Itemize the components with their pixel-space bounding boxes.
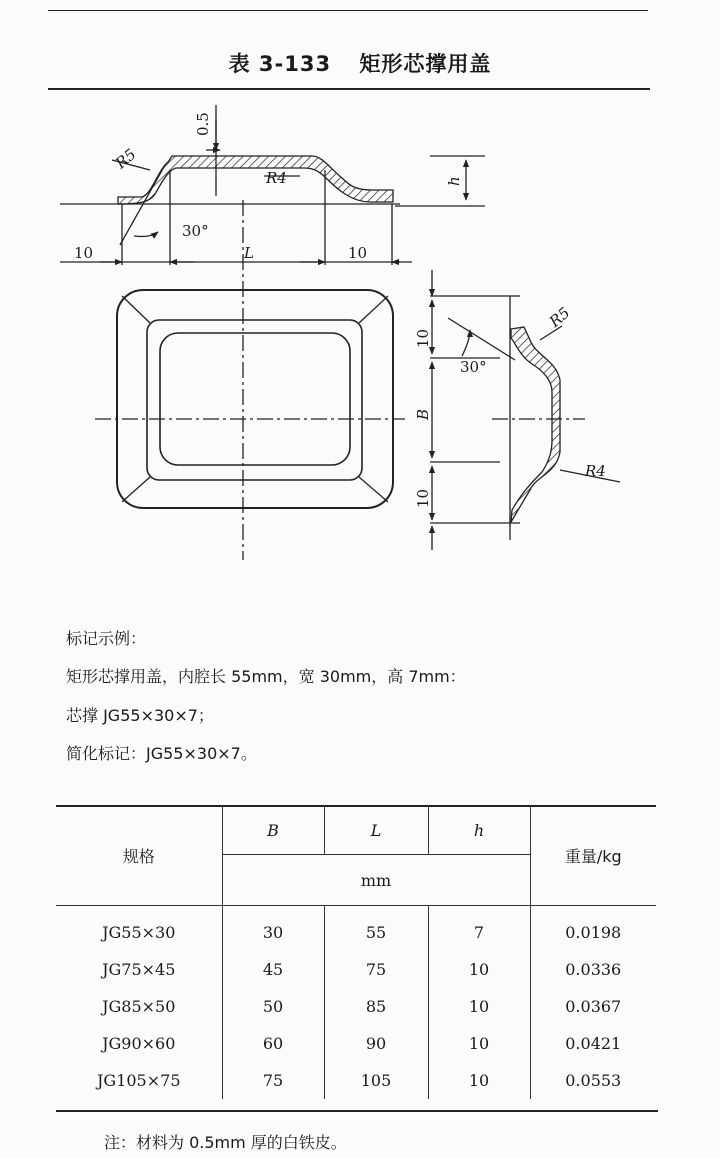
cell-l: 75 (324, 951, 428, 988)
col-h: h (428, 806, 530, 855)
label-length: L (244, 244, 254, 262)
col-l: L (324, 806, 428, 855)
unit-row: mm (222, 855, 530, 906)
label-margin-right: 10 (348, 244, 368, 262)
cell-spec: JG90×60 (102, 1034, 176, 1053)
col-weight: 重量/kg (530, 806, 656, 906)
table-row (56, 1062, 656, 1099)
table-row (56, 1025, 656, 1062)
cell-b: 60 (222, 1025, 324, 1062)
cell-l: 105 (324, 1062, 428, 1099)
cell-h: 10 (428, 1062, 530, 1099)
example-heading: 标记示例： (66, 629, 147, 648)
table-row (56, 906, 656, 952)
cell-weight: 0.0336 (530, 951, 656, 988)
example-line-3: 简化标记：JG55×30×7。 (66, 744, 257, 763)
cell-l: 85 (324, 988, 428, 1025)
table-row (56, 951, 656, 988)
cover-plan-outer (117, 290, 393, 508)
cell-spec: JG85×50 (102, 997, 176, 1016)
table-name: 矩形芯撑用盖 (359, 52, 492, 76)
label-side-radius-r5: R5 (545, 303, 574, 331)
label-height: h (445, 176, 463, 186)
cell-b: 30 (222, 906, 324, 952)
table-bottom-rule (56, 1110, 658, 1112)
cell-b: 45 (222, 951, 324, 988)
cell-b: 50 (222, 988, 324, 1025)
cell-weight: 0.0553 (530, 1062, 656, 1099)
table-row (56, 988, 656, 1025)
cover-section-front (118, 156, 393, 204)
example-line-2: 芯撑 JG55×30×7； (66, 706, 214, 725)
cell-weight: 0.0198 (530, 906, 656, 952)
footnote: 注：材料为 0.5mm 厚的白铁皮。 (104, 1133, 347, 1152)
cell-b: 75 (222, 1062, 324, 1099)
cell-h: 7 (428, 906, 530, 952)
label-angle: 30° (182, 222, 209, 240)
cell-l: 55 (324, 906, 428, 952)
cell-spec: JG75×45 (102, 960, 176, 979)
label-side-radius-r4: R4 (585, 462, 606, 480)
table-number: 表 3-133 (228, 52, 332, 76)
col-b: B (222, 806, 324, 855)
cell-weight: 0.0421 (530, 1025, 656, 1062)
cell-spec: JG105×75 (97, 1071, 181, 1090)
label-margin-left: 10 (74, 244, 94, 262)
cover-section-side (511, 327, 560, 522)
col-spec: 规格 (56, 806, 222, 906)
cover-plan-mid (147, 320, 362, 480)
label-side-margin-top: 10 (414, 328, 432, 348)
label-thickness: 0.5 (194, 112, 212, 136)
cell-h: 10 (428, 1025, 530, 1062)
label-side-angle: 30° (460, 358, 487, 376)
label-radius-r5: R5 (112, 145, 140, 173)
cover-plan-inner (160, 333, 350, 465)
cell-weight: 0.0367 (530, 988, 656, 1025)
label-radius-r4: R4 (266, 169, 287, 187)
cell-h: 10 (428, 988, 530, 1025)
cell-h: 10 (428, 951, 530, 988)
label-side-margin-bottom: 10 (414, 488, 432, 508)
cell-l: 90 (324, 1025, 428, 1062)
cell-spec: JG55×30 (102, 923, 176, 942)
label-width: B (414, 408, 432, 420)
example-line-1: 矩形芯撑用盖，内腔长 55mm，宽 30mm，高 7mm： (66, 667, 466, 686)
spec-table (56, 806, 656, 1099)
